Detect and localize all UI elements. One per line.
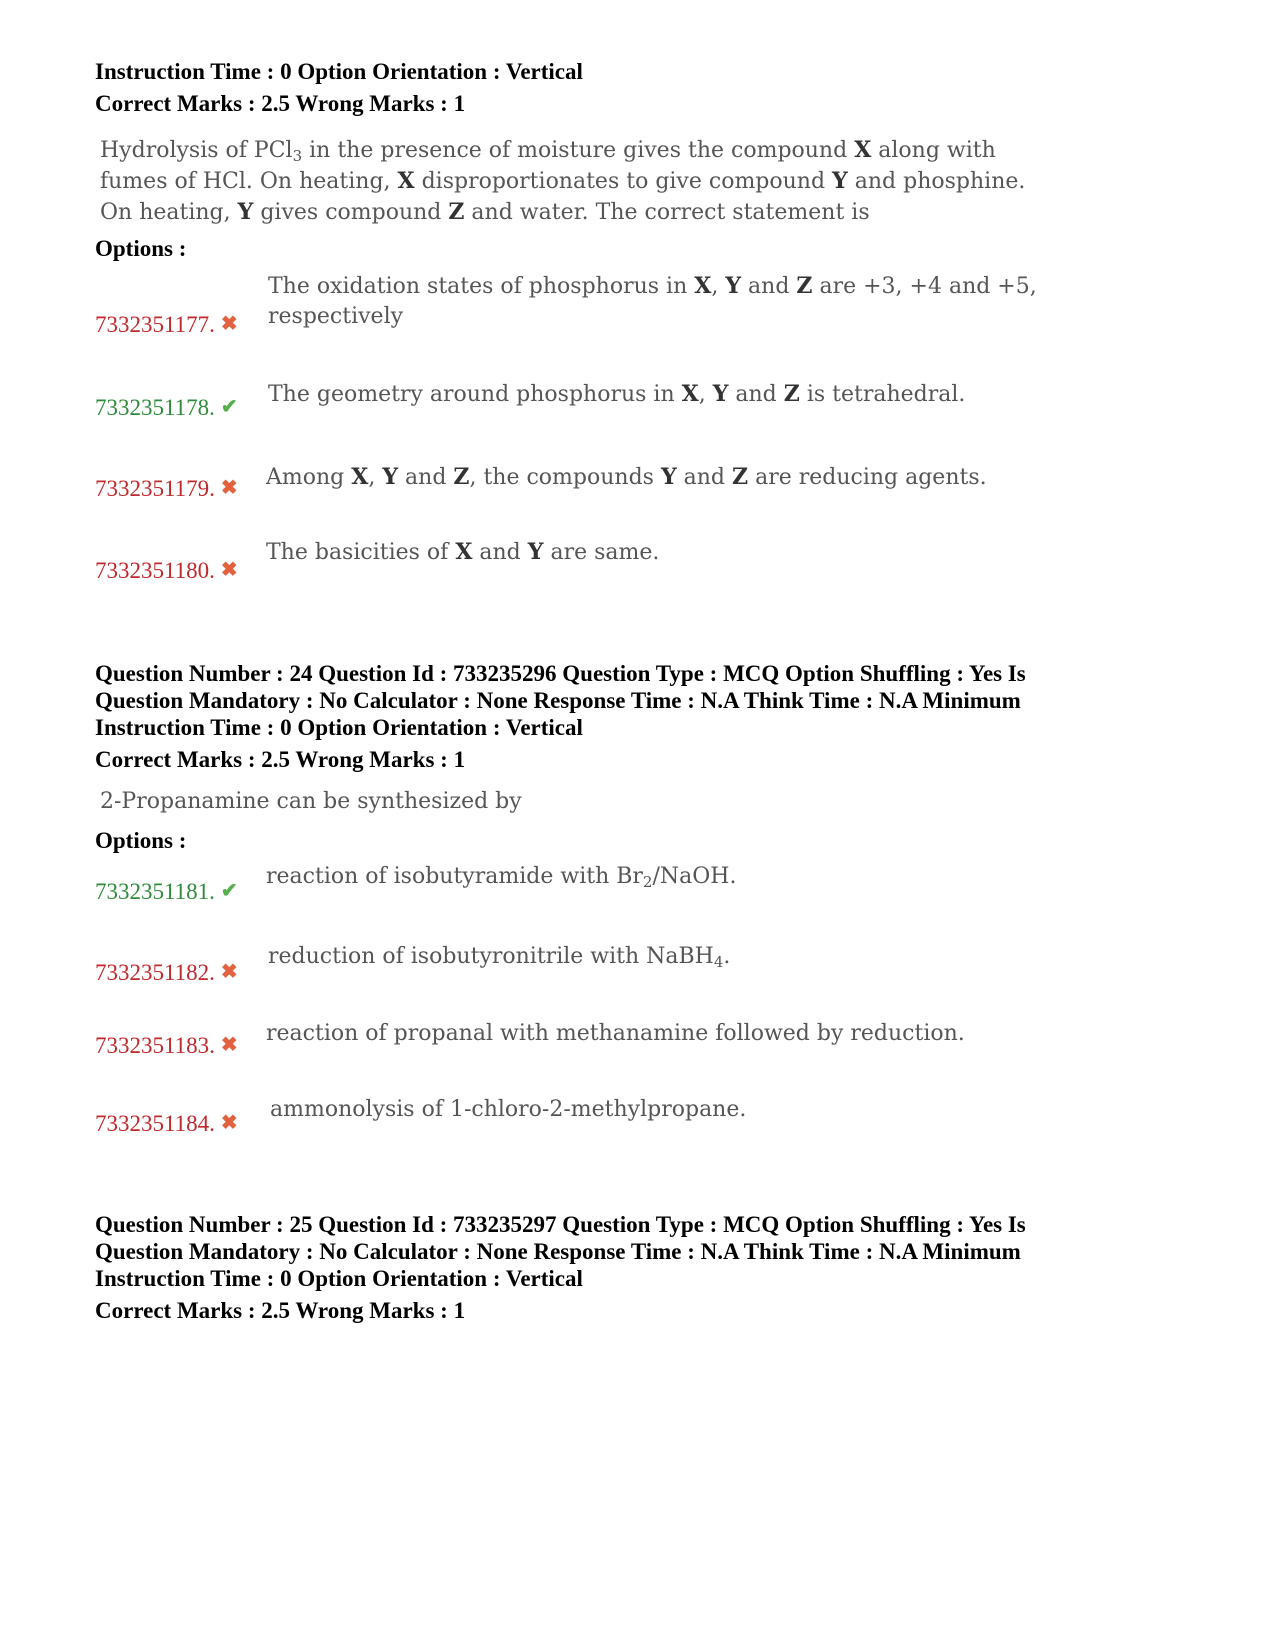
q23-options-label: Options : — [95, 236, 187, 261]
correct-check-icon: ✔ — [220, 880, 238, 902]
q24-meta-marks: Correct Marks : 2.5 Wrong Marks : 1 — [95, 747, 466, 772]
q23-stem-line-3: On heating, Y gives compound Z and water. The correct statement is — [100, 199, 870, 225]
q23-stem-line-2: fumes of HCl. On heating, X disproportionates to give compound Y and phosphine. — [100, 168, 1026, 194]
q24-meta-line-3: Instruction Time : 0 Option Orientation : Vertical — [95, 715, 583, 740]
wrong-cross-icon: ✖ — [220, 477, 238, 499]
option-text-line-1: The oxidation states of phosphorus in X, Y and Z are +3, +4 and +5, — [268, 273, 1037, 299]
option-id: 7332351183. ✖ — [95, 1033, 238, 1058]
option-id: 7332351180. ✖ — [95, 558, 238, 583]
q25-meta-marks: Correct Marks : 2.5 Wrong Marks : 1 — [95, 1298, 466, 1323]
option-id: 7332351178. ✔ — [95, 395, 238, 420]
q25-meta-line-1: Question Number : 25 Question Id : 733235297 Question Type : MCQ Option Shuffling : Yes Is — [95, 1212, 1026, 1237]
option-text: The basicities of X and Y are same. — [266, 539, 660, 565]
wrong-cross-icon: ✖ — [220, 1112, 238, 1134]
q25-meta-line-3: Instruction Time : 0 Option Orientation : Vertical — [95, 1266, 583, 1291]
option-id: 7332351184. ✖ — [95, 1111, 238, 1136]
option-id: 7332351182. ✖ — [95, 960, 238, 985]
q24-meta-line-1: Question Number : 24 Question Id : 733235296 Question Type : MCQ Option Shuffling : Yes Is — [95, 661, 1026, 686]
q24-options-label: Options : — [95, 828, 187, 853]
q23-stem-line-1: Hydrolysis of PCl$_3$ in the presence of moisture gives the compound X along with — [100, 137, 996, 165]
q24-stem: 2-Propanamine can be synthesized by — [100, 789, 522, 814]
q24-meta-line-2: Question Mandatory : No Calculator : None Response Time : N.A Think Time : N.A Minimum — [95, 688, 1021, 713]
option-text: ammonolysis of 1-chloro-2-methylpropane. — [270, 1097, 747, 1122]
wrong-cross-icon: ✖ — [220, 1034, 238, 1056]
wrong-cross-icon: ✖ — [220, 559, 238, 581]
option-text: reaction of propanal with methanamine followed by reduction. — [266, 1021, 965, 1046]
correct-check-icon: ✔ — [220, 396, 238, 418]
q23-meta-marks: Correct Marks : 2.5 Wrong Marks : 1 — [95, 91, 466, 116]
option-id: 7332351179. ✖ — [95, 476, 238, 501]
option-text: Among X, Y and Z, the compounds Y and Z are reducing agents. — [266, 464, 987, 490]
option-text: reduction of isobutyronitrile with NaBH$_4$. — [268, 944, 731, 971]
q23-meta-instruction: Instruction Time : 0 Option Orientation : Vertical — [95, 59, 583, 84]
q25-meta-line-2: Question Mandatory : No Calculator : None Response Time : N.A Think Time : N.A Minimum — [95, 1239, 1021, 1264]
wrong-cross-icon: ✖ — [220, 961, 238, 983]
option-text: The geometry around phosphorus in X, Y and Z is tetrahedral. — [268, 381, 966, 407]
option-text: reaction of isobutyramide with $Br_2$/NaOH. — [266, 864, 737, 891]
wrong-cross-icon: ✖ — [220, 313, 238, 335]
option-id: 7332351177. ✖ — [95, 312, 238, 337]
option-id: 7332351181. ✔ — [95, 879, 238, 904]
option-text-line-2: respectively — [268, 304, 404, 329]
